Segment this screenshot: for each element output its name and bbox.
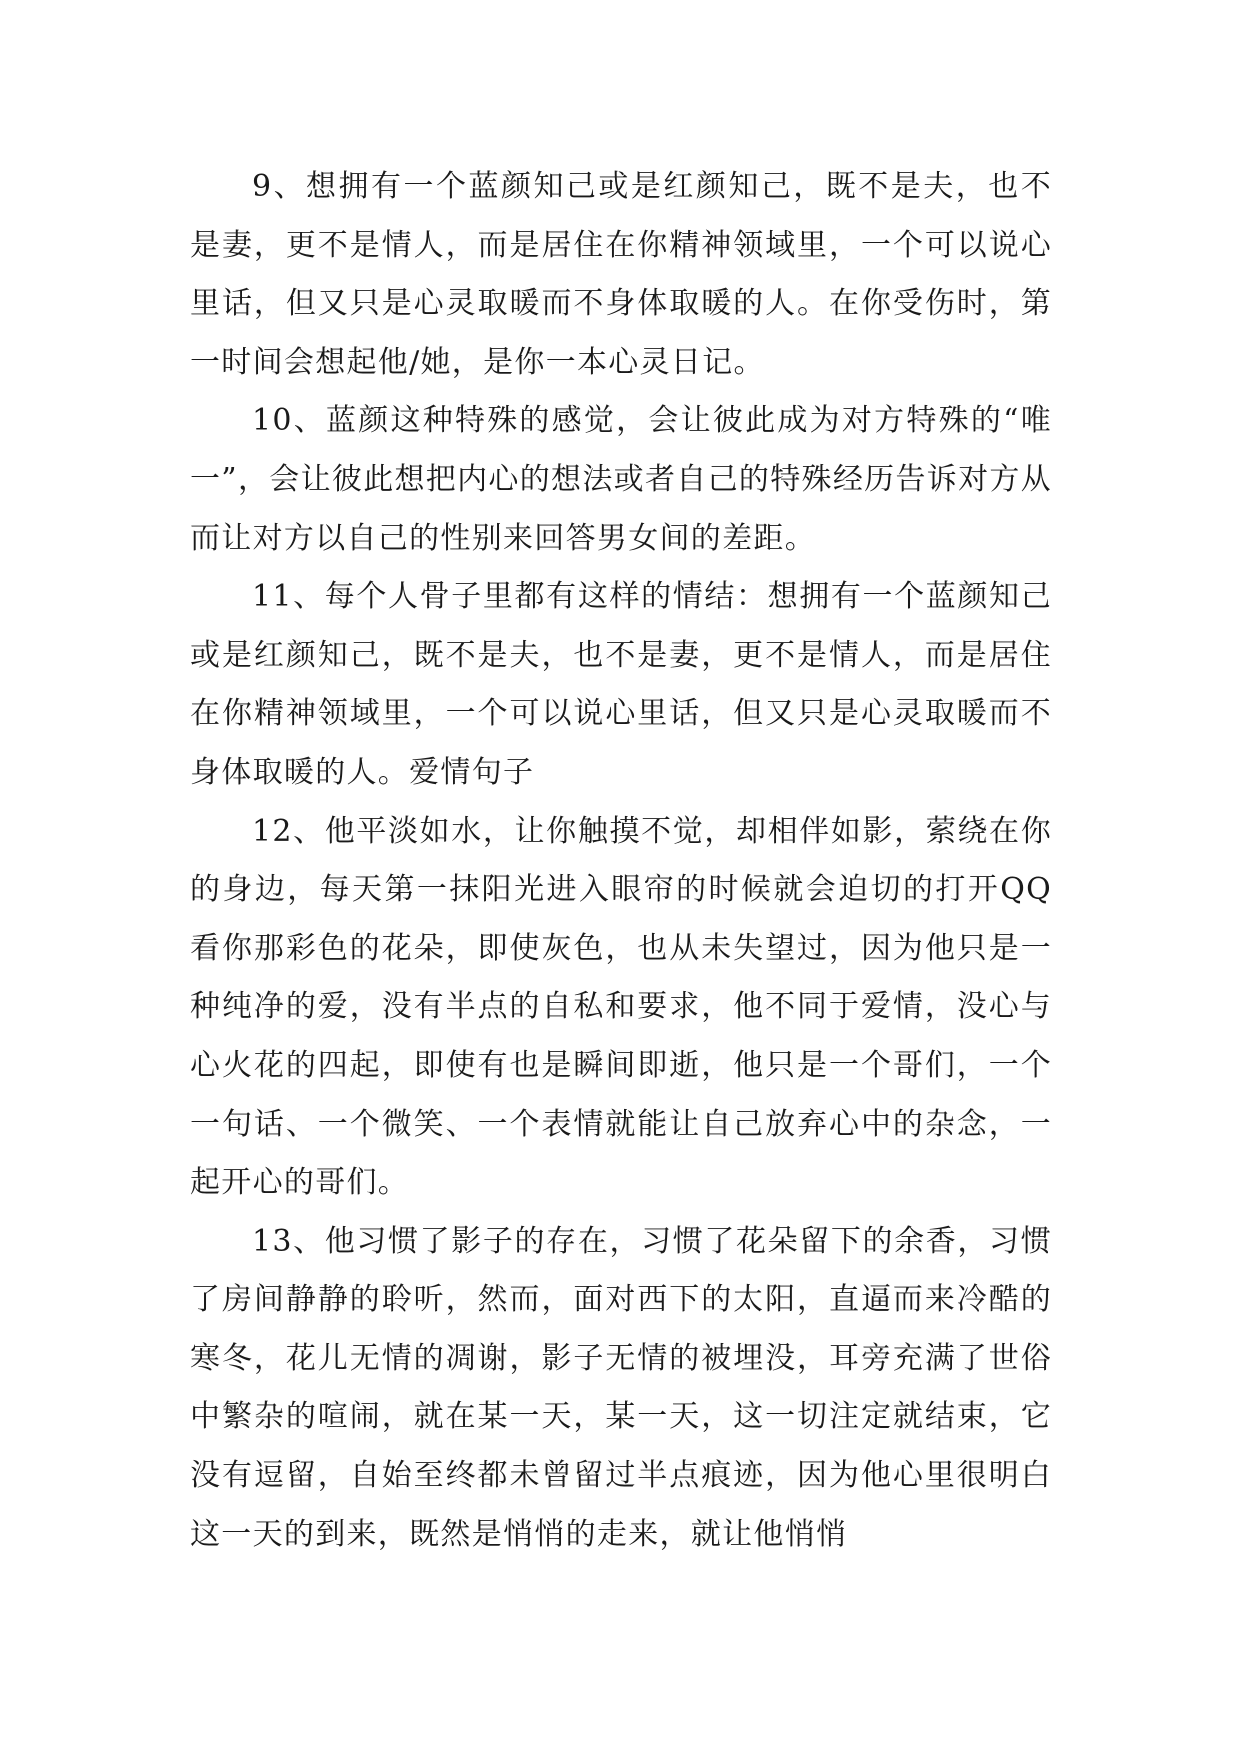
document-body — [190, 158, 1052, 1564]
paragraph-10: 10、蓝颜这种特殊的感觉，会让彼此成为对方特殊的“唯一”，会让彼此想把内心的想法或者自己的特殊经历告诉对方从而让对方以自己的性别来回答男女间的差距。 — [190, 403, 1052, 556]
paragraph-13: 13、他习惯了影子的存在，习惯了花朵留下的余香，习惯了房间静静的聆听，然而，面对西下的太阳，直逼而来冷酷的寒冬，花儿无情的凋谢，影子无情的被埋没，耳旁充满了世俗中繁杂的喧闹，就在某一天，某一天，这一切注定就结束，它没有逗留，自始至终都未曾留过半点痕迹，因为他心里很明白这一天的到来，既然是悄悄的走来，就让他悄悄 — [190, 1223, 1052, 1552]
paragraph-11: 11、每个人骨子里都有这样的情结：想拥有一个蓝颜知己或是红颜知己，既不是夫，也不是妻，更不是情人，而是居住在你精神领域里，一个可以说心里话，但又只是心灵取暖而不身体取暖的人。爱情句子 — [190, 579, 1052, 790]
paragraph-9: 9、想拥有一个蓝颜知己或是红颜知己，既不是夫，也不是妻，更不是情人，而是居住在你精神领域里，一个可以说心里话，但又只是心灵取暖而不身体取暖的人。在你受伤时，第一时间会想起他/她，是你一本心灵日记。 — [190, 169, 1052, 380]
paragraph-12: 12、他平淡如水，让你触摸不觉，却相伴如影，萦绕在你的身边，每天第一抹阳光进入眼帘的时候就会迫切的打开QQ 看你那彩色的花朵，即使灰色，也从未失望过，因为他只是一种纯净的爱，没有半点的自私和要求，他不同于爱情，没心与心火花的四起，即使有也是瞬间即逝，他只是一个哥们，一个一句话、一个微笑、一个表情就能让自己放弃心中的杂念，一起开心的哥们。 — [190, 813, 1052, 1201]
